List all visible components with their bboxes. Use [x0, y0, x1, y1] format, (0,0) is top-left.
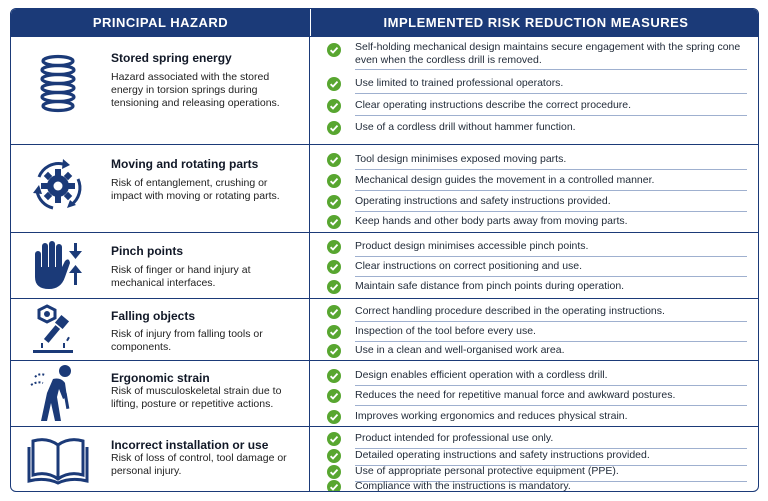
- check-icon: [327, 389, 341, 403]
- measure-text: Tool design minimises exposed moving parts.: [355, 153, 747, 170]
- check-icon: [327, 215, 341, 229]
- measure-text: Use of a cordless drill without hammer function.: [355, 121, 576, 133]
- check-icon: [327, 410, 341, 424]
- check-icon: [327, 344, 341, 358]
- hazard-row-spring: [11, 36, 758, 144]
- hazard-title: Moving and rotating parts: [111, 157, 259, 171]
- check-icon: [327, 43, 341, 57]
- measure-text: Mechanical design guides the movement in a controlled manner.: [355, 174, 747, 191]
- measure-text: Clear instructions on correct positioning and use.: [355, 260, 747, 277]
- check-icon: [327, 480, 341, 492]
- open-book-icon: [27, 435, 89, 492]
- measure-text: Clear operating instructions describe the correct procedure.: [355, 99, 747, 116]
- measure-text: Use of appropriate personal protective equipment (PPE).: [355, 465, 747, 482]
- hazard-title: Pinch points: [111, 244, 183, 258]
- check-icon: [327, 121, 341, 135]
- measure-text: Inspection of the tool before every use.: [355, 325, 747, 342]
- measure-text: Use in a clean and well-organised work area.: [355, 344, 565, 356]
- table-header: [11, 9, 758, 36]
- check-icon: [327, 432, 341, 446]
- hazard-row-moving-parts: [11, 144, 758, 232]
- check-icon: [327, 99, 341, 113]
- check-icon: [327, 153, 341, 167]
- check-icon: [327, 240, 341, 254]
- hazard-row-pinch-points: [11, 232, 758, 298]
- measure-text: Maintain safe distance from pinch points during operation.: [355, 280, 625, 292]
- check-icon: [327, 280, 341, 294]
- check-icon: [327, 449, 341, 463]
- check-icon: [327, 465, 341, 479]
- check-icon: [327, 260, 341, 274]
- check-icon: [327, 305, 341, 319]
- measure-text: Design enables efficient operation with a cordless drill.: [355, 369, 747, 386]
- falling-bolt-icon: [27, 303, 89, 365]
- header-principal-hazard: PRINCIPAL HAZARD: [92, 15, 229, 30]
- check-icon: [327, 77, 341, 91]
- hazard-description: Risk of finger or hand injury at mechanical interfaces.: [111, 264, 251, 289]
- measure-text: Detailed operating instructions and safety instructions provided.: [355, 449, 747, 466]
- hazard-title: Stored spring energy: [111, 51, 232, 65]
- hazard-row-ergonomic-strain: [11, 360, 758, 426]
- measure-text: Operating instructions and safety instructions provided.: [355, 195, 747, 212]
- hazard-title: Incorrect installation or use: [111, 438, 269, 452]
- check-icon: [327, 325, 341, 339]
- hazard-description: Risk of injury from falling tools or components.: [111, 328, 263, 353]
- measure-text: Self-holding mechanical design maintains secure engagement with the spring cone even when the cordless drill is removed.: [355, 41, 747, 70]
- rotating-gear-icon: [27, 155, 89, 217]
- hazard-description: Risk of loss of control, tool damage or personal injury.: [111, 452, 287, 477]
- measure-text: Improves working ergonomics and reduces physical strain.: [355, 410, 628, 422]
- measure-text: Reduces the need for repetitive manual force and awkward postures.: [355, 389, 747, 406]
- measure-text: Keep hands and other body parts away from moving parts.: [355, 215, 628, 227]
- measure-text: Compliance with the instructions is mandatory.: [355, 480, 571, 492]
- measure-text: Use limited to trained professional operators.: [355, 77, 747, 94]
- hazard-description: Risk of entanglement, crushing or impact with moving or rotating parts.: [111, 177, 280, 202]
- check-icon: [327, 369, 341, 383]
- hazard-title: Ergonomic strain: [111, 371, 210, 385]
- back-strain-icon: [27, 363, 89, 425]
- measure-text: Product intended for professional use only.: [355, 432, 747, 449]
- spring-icon: [27, 53, 89, 115]
- measure-text: Correct handling procedure described in the operating instructions.: [355, 305, 747, 322]
- hazard-title: Falling objects: [111, 309, 196, 323]
- hazard-description: Hazard associated with the stored energy in torsion springs during tensioning and releasing operations.: [111, 71, 280, 109]
- hazard-row-falling-objects: [11, 298, 758, 360]
- hand-pinch-icon: [27, 237, 89, 299]
- risk-table: [10, 8, 759, 492]
- hazard-description: Risk of musculoskeletal strain due to lifting, posture or repetitive actions.: [111, 385, 282, 410]
- check-icon: [327, 195, 341, 209]
- hazard-row-incorrect-installation: [11, 426, 758, 492]
- check-icon: [327, 174, 341, 188]
- measure-text: Product design minimises accessible pinch points.: [355, 240, 747, 257]
- header-risk-measures: IMPLEMENTED RISK REDUCTION MEASURES: [310, 9, 759, 36]
